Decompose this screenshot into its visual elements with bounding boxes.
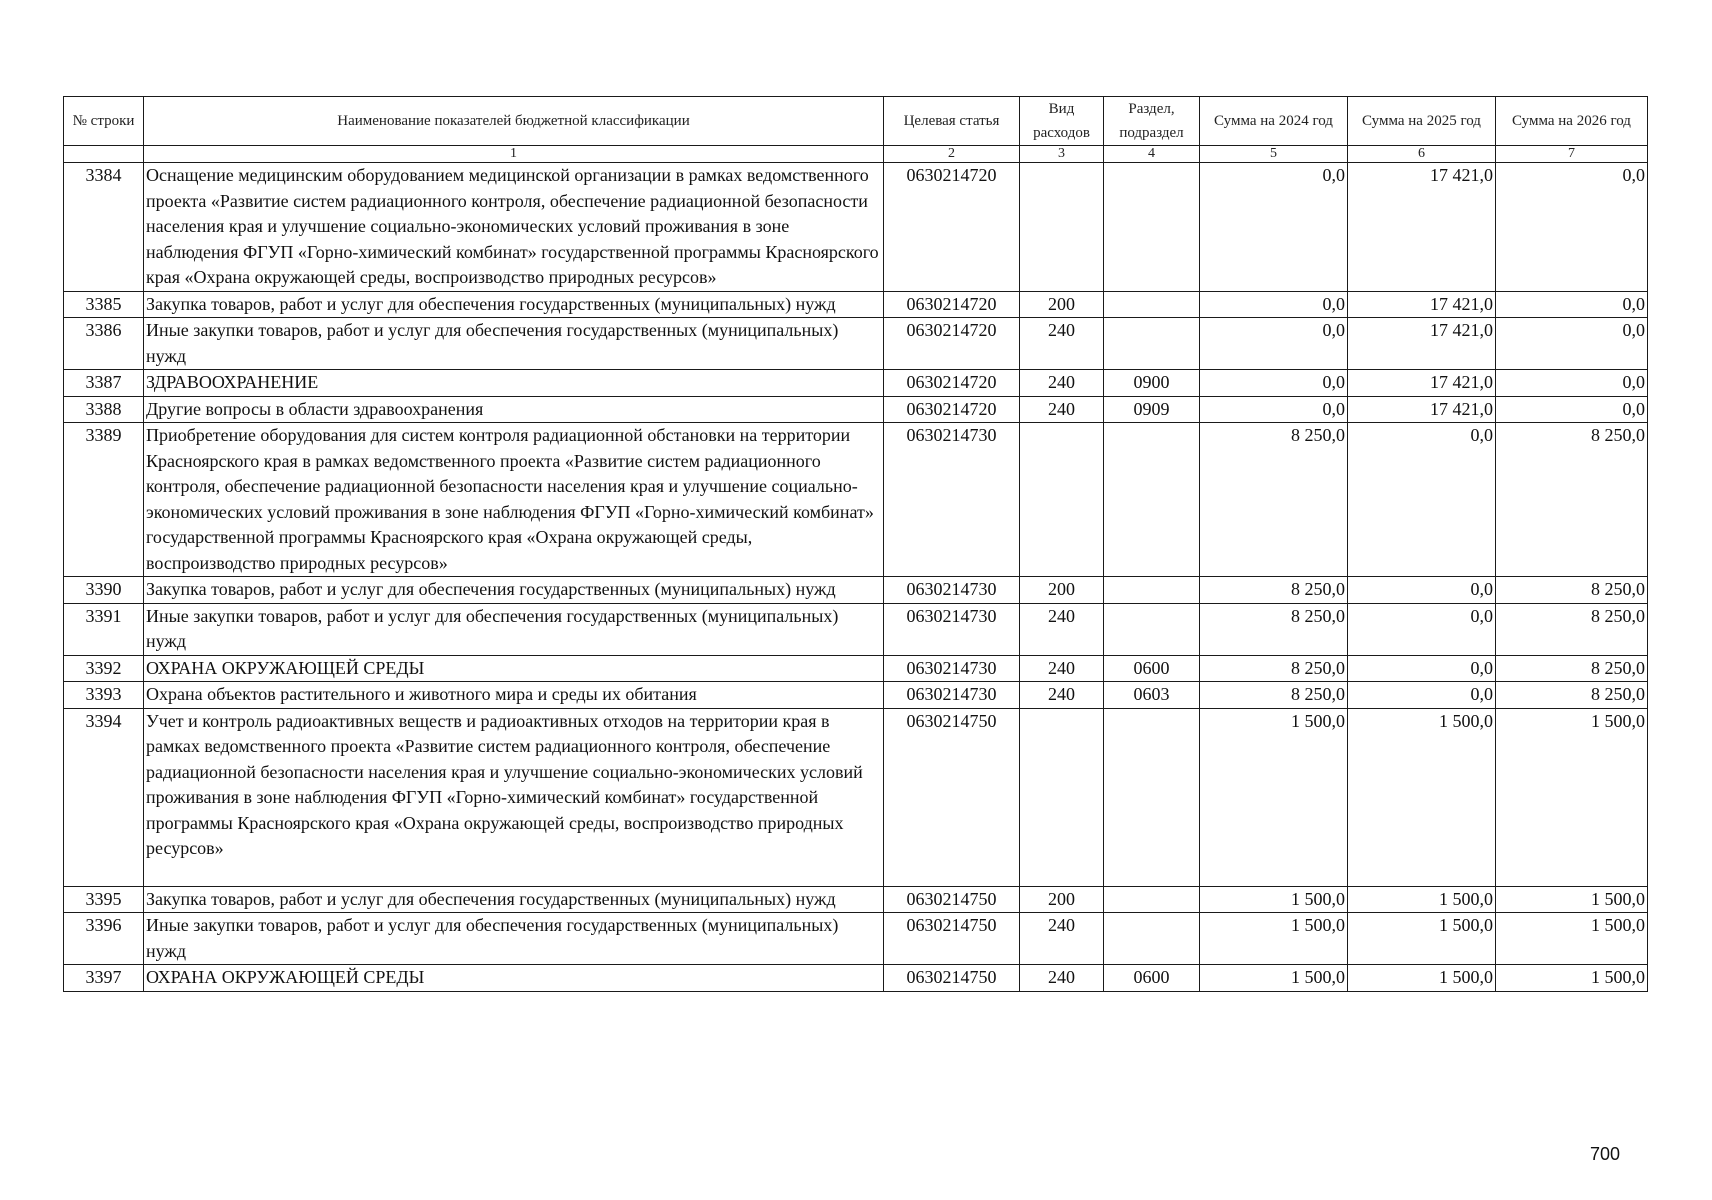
sum-2026-cell: 8 250,0 [1496,423,1648,577]
sum-2026-cell: 0,0 [1496,370,1648,397]
target-article-cell: 0630214730 [884,577,1020,604]
row-number-cell: 3387 [64,370,144,397]
row-number-cell: 3390 [64,577,144,604]
section-cell [1104,318,1200,370]
table-row [64,603,1648,655]
indicator-name-cell: Закупка товаров, работ и услуг для обеспечения государственных (муниципальных) нужд [144,886,884,913]
budget-table [63,96,1648,992]
target-article-cell: 0630214730 [884,655,1020,682]
sum-2025-cell: 17 421,0 [1348,291,1496,318]
sum-2024-cell: 1 500,0 [1200,965,1348,992]
sum-2026-cell: 8 250,0 [1496,655,1648,682]
sum-2026-cell: 1 500,0 [1496,913,1648,965]
expense-type-cell: 240 [1020,913,1104,965]
sum-2024-cell: 1 500,0 [1200,913,1348,965]
target-article-cell: 0630214730 [884,682,1020,709]
indicator-name-cell: ОХРАНА ОКРУЖАЮЩЕЙ СРЕДЫ [144,965,884,992]
target-article-cell: 0630214720 [884,396,1020,423]
row-number-cell: 3386 [64,318,144,370]
sum-2024-cell: 0,0 [1200,318,1348,370]
header-sum-2026: Сумма на 2026 год [1496,97,1648,146]
section-cell: 0900 [1104,370,1200,397]
column-number: 2 [884,146,1020,163]
sum-2025-cell: 17 421,0 [1348,163,1496,292]
column-number-empty [64,146,144,163]
sum-2025-cell: 0,0 [1348,577,1496,604]
sum-2026-cell: 0,0 [1496,396,1648,423]
sum-2024-cell: 8 250,0 [1200,682,1348,709]
header-sum-2025: Сумма на 2025 год [1348,97,1496,146]
section-cell: 0603 [1104,682,1200,709]
row-number-cell: 3395 [64,886,144,913]
header-sum-2024: Сумма на 2024 год [1200,97,1348,146]
indicator-name-cell: Охрана объектов растительного и животного мира и среды их обитания [144,682,884,709]
indicator-name-cell: Учет и контроль радиоактивных веществ и радиоактивных отходов на территории края в рамках ведомственного проекта «Развитие систем радиационного контроля, обеспечение радиационной безопасности населения края и улучшение социально-экономических условий проживания в зоне наблюдения ФГУП «Горно-химический комбинат» государственной программы Красноярского края «Охрана окружающей среды, воспроизводство природных ресурсов» [144,708,884,886]
table-row [64,913,1648,965]
row-number-cell: 3394 [64,708,144,886]
sum-2025-cell: 1 500,0 [1348,886,1496,913]
target-article-cell: 0630214750 [884,965,1020,992]
section-cell [1104,708,1200,886]
sum-2024-cell: 8 250,0 [1200,577,1348,604]
target-article-cell: 0630214720 [884,318,1020,370]
row-number-cell: 3397 [64,965,144,992]
header-target-article: Целевая статья [884,97,1020,146]
target-article-cell: 0630214730 [884,423,1020,577]
sum-2024-cell: 0,0 [1200,370,1348,397]
expense-type-cell [1020,163,1104,292]
column-number: 7 [1496,146,1648,163]
indicator-name-cell: Иные закупки товаров, работ и услуг для обеспечения государственных (муниципальных) нужд [144,913,884,965]
indicator-name-cell: Иные закупки товаров, работ и услуг для обеспечения государственных (муниципальных) нужд [144,318,884,370]
sum-2024-cell: 0,0 [1200,291,1348,318]
sum-2026-cell: 8 250,0 [1496,577,1648,604]
section-cell [1104,913,1200,965]
section-cell [1104,577,1200,604]
expense-type-cell: 240 [1020,603,1104,655]
section-cell: 0909 [1104,396,1200,423]
sum-2024-cell: 1 500,0 [1200,708,1348,886]
header-name: Наименование показателей бюджетной классификации [144,97,884,146]
expense-type-cell: 240 [1020,682,1104,709]
expense-type-cell: 240 [1020,318,1104,370]
indicator-name-cell: Закупка товаров, работ и услуг для обеспечения государственных (муниципальных) нужд [144,291,884,318]
sum-2026-cell: 1 500,0 [1496,886,1648,913]
expense-type-cell: 200 [1020,577,1104,604]
table-row [64,396,1648,423]
sum-2025-cell: 17 421,0 [1348,370,1496,397]
sum-2026-cell: 1 500,0 [1496,708,1648,886]
column-number-row [64,146,1648,163]
target-article-cell: 0630214720 [884,291,1020,318]
table-row [64,577,1648,604]
sum-2025-cell: 17 421,0 [1348,318,1496,370]
expense-type-cell: 200 [1020,886,1104,913]
sum-2026-cell: 8 250,0 [1496,603,1648,655]
sum-2024-cell: 0,0 [1200,396,1348,423]
target-article-cell: 0630214730 [884,603,1020,655]
indicator-name-cell: Приобретение оборудования для систем контроля радиационной обстановки на территории Красноярского края в рамках ведомственного проекта «Развитие систем радиационного контроля, обеспечение радиационной безопасности населения края и улучшение социально-экономических условий проживания в зоне наблюдения ФГУП «Горно-химический комбинат» государственной программы Красноярского края «Охрана окружающей среды, воспроизводство природных ресурсов» [144,423,884,577]
table-row [64,318,1648,370]
target-article-cell: 0630214720 [884,370,1020,397]
sum-2026-cell: 1 500,0 [1496,965,1648,992]
sum-2024-cell: 8 250,0 [1200,603,1348,655]
sum-2025-cell: 17 421,0 [1348,396,1496,423]
sum-2025-cell: 0,0 [1348,423,1496,577]
table-row [64,682,1648,709]
target-article-cell: 0630214750 [884,708,1020,886]
header-section: Раздел, подраздел [1104,97,1200,146]
table-row [64,965,1648,992]
sum-2026-cell: 8 250,0 [1496,682,1648,709]
column-number: 1 [144,146,884,163]
sum-2024-cell: 8 250,0 [1200,655,1348,682]
sum-2025-cell: 0,0 [1348,655,1496,682]
column-number: 6 [1348,146,1496,163]
table-row [64,163,1648,292]
indicator-name-cell: ЗДРАВООХРАНЕНИЕ [144,370,884,397]
sum-2024-cell: 1 500,0 [1200,886,1348,913]
column-number: 3 [1020,146,1104,163]
sum-2025-cell: 0,0 [1348,682,1496,709]
row-number-cell: 3392 [64,655,144,682]
column-number: 4 [1104,146,1200,163]
sum-2025-cell: 1 500,0 [1348,708,1496,886]
indicator-name-cell: Иные закупки товаров, работ и услуг для обеспечения государственных (муниципальных) нужд [144,603,884,655]
header-row [64,97,1648,146]
row-number-cell: 3385 [64,291,144,318]
header-row-number: № строки [64,97,144,146]
column-number: 5 [1200,146,1348,163]
section-cell [1104,886,1200,913]
target-article-cell: 0630214750 [884,913,1020,965]
indicator-name-cell: Закупка товаров, работ и услуг для обеспечения государственных (муниципальных) нужд [144,577,884,604]
row-number-cell: 3396 [64,913,144,965]
section-cell [1104,291,1200,318]
table-row [64,423,1648,577]
sum-2026-cell: 0,0 [1496,291,1648,318]
sum-2024-cell: 0,0 [1200,163,1348,292]
header-expense-type: Вид расходов [1020,97,1104,146]
sum-2026-cell: 0,0 [1496,318,1648,370]
sum-2026-cell: 0,0 [1496,163,1648,292]
table-row [64,708,1648,886]
section-cell [1104,423,1200,577]
row-number-cell: 3388 [64,396,144,423]
table-row [64,655,1648,682]
target-article-cell: 0630214720 [884,163,1020,292]
indicator-name-cell: Другие вопросы в области здравоохранения [144,396,884,423]
row-number-cell: 3393 [64,682,144,709]
sum-2025-cell: 1 500,0 [1348,965,1496,992]
indicator-name-cell: ОХРАНА ОКРУЖАЮЩЕЙ СРЕДЫ [144,655,884,682]
section-cell [1104,603,1200,655]
sum-2025-cell: 0,0 [1348,603,1496,655]
page-number: 700 [1590,1144,1621,1164]
expense-type-cell [1020,423,1104,577]
table-row [64,370,1648,397]
expense-type-cell: 240 [1020,655,1104,682]
section-cell: 0600 [1104,965,1200,992]
expense-type-cell: 240 [1020,370,1104,397]
expense-type-cell: 240 [1020,965,1104,992]
indicator-name-cell: Оснащение медицинским оборудованием медицинской организации в рамках ведомственного проекта «Развитие систем радиационного контроля, обеспечение радиационной безопасности населения края и улучшение социально-экономических условий проживания в зоне наблюдения ФГУП «Горно-химический комбинат» государственной программы Красноярского края «Охрана окружающей среды, воспроизводство природных ресурсов» [144,163,884,292]
table-row [64,291,1648,318]
expense-type-cell: 240 [1020,396,1104,423]
expense-type-cell: 200 [1020,291,1104,318]
row-number-cell: 3384 [64,163,144,292]
sum-2025-cell: 1 500,0 [1348,913,1496,965]
sum-2024-cell: 8 250,0 [1200,423,1348,577]
section-cell [1104,163,1200,292]
table-row [64,886,1648,913]
row-number-cell: 3389 [64,423,144,577]
row-number-cell: 3391 [64,603,144,655]
target-article-cell: 0630214750 [884,886,1020,913]
section-cell: 0600 [1104,655,1200,682]
expense-type-cell [1020,708,1104,886]
